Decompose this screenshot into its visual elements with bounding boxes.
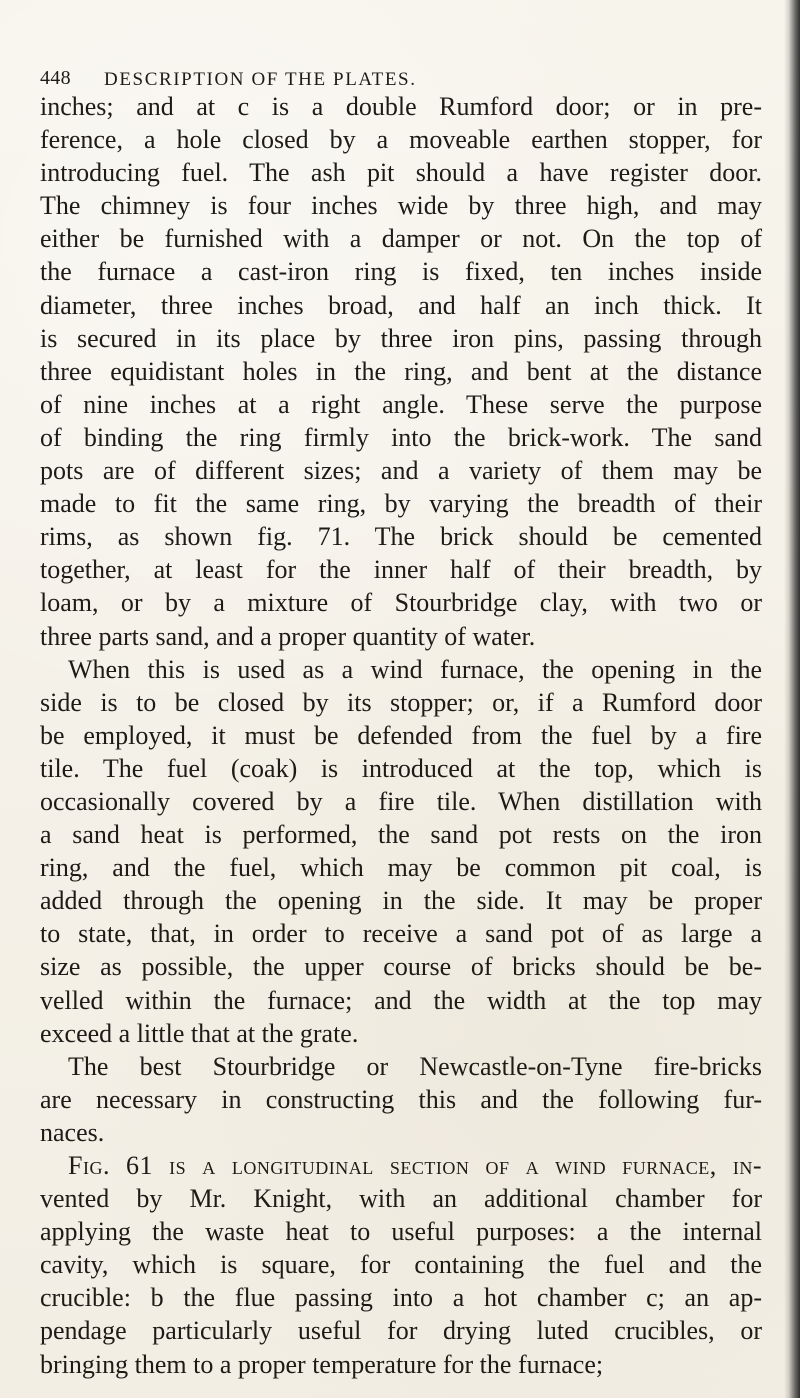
text-line: vented by Mr. Knight, with an additional chamber for — [40, 1184, 762, 1214]
text-line: cavity, which is square, for containing the fuel and the — [40, 1250, 762, 1280]
text-line: are necessary in constructing this and the following fur- — [40, 1084, 762, 1114]
text-line: tile. The fuel (coak) is introduced at the top, which is — [40, 753, 762, 783]
text-line: of nine inches at a right angle. These serve the purpose — [40, 389, 762, 419]
text-line: to state, that, in order to receive a sand pot of as large a — [40, 919, 762, 949]
text-line: the furnace a cast-iron ring is fixed, ten inches inside — [40, 257, 762, 287]
running-head: DESCRIPTION OF THE PLATES. — [104, 69, 417, 90]
text-line: of binding the ring firmly into the brick-work. The sand — [40, 422, 762, 452]
paragraph-start-line: Fig. 61 is a longitudinal section of a wind furnace, in- — [68, 1151, 762, 1180]
text-line: crucible: b the flue passing into a hot chamber c; an ap- — [40, 1283, 762, 1313]
text-line: size as possible, the upper course of bricks should be be- — [40, 952, 762, 982]
text-line: pendage particularly useful for drying luted crucibles, or — [40, 1316, 762, 1346]
text-line: diameter, three inches broad, and half an inch thick. It — [40, 290, 762, 320]
text-line: rims, as shown fig. 71. The brick should be cemented — [40, 522, 762, 552]
text-line: naces. — [40, 1117, 105, 1147]
text-line: be employed, it must be defended from the fuel by a fire — [40, 720, 762, 750]
text-line: introducing fuel. The ash pit should a have register door. — [40, 158, 762, 188]
text-line: pots are of different sizes; and a variety of them may be — [40, 456, 762, 486]
paragraph-start-line: The best Stourbridge or Newcastle-on-Tyne fire-bricks — [68, 1051, 762, 1081]
text-line: ference, a hole closed by a moveable earthen stopper, for — [40, 125, 762, 155]
text-line: loam, or by a mixture of Stourbridge clay, with two or — [40, 588, 762, 618]
text-line: side is to be closed by its stopper; or, if a Rumford door — [40, 687, 762, 717]
text-line: occasionally covered by a fire tile. When distillation with — [40, 786, 762, 816]
text-line: made to fit the same ring, by varying the breadth of their — [40, 489, 762, 519]
body-text — [40, 90, 762, 1381]
text-line: velled within the furnace; and the width at the top may — [40, 985, 762, 1015]
paragraph-start-line: When this is used as a wind furnace, the opening in the — [68, 654, 762, 684]
text-line: is secured in its place by three iron pins, passing through — [40, 323, 762, 353]
text-line: The chimney is four inches wide by three high, and may — [40, 191, 762, 221]
text-line: bringing them to a proper temperature for the furnace; — [40, 1349, 604, 1379]
page-number: 448 — [40, 67, 71, 89]
text-line: applying the waste heat to useful purposes: a the internal — [40, 1217, 762, 1247]
page-edge-shadow — [784, 0, 800, 1398]
text-line: three equidistant holes in the ring, and bent at the distance — [40, 356, 762, 386]
text-line: ring, and the fuel, which may be common pit coal, is — [40, 853, 762, 883]
text-line: together, at least for the inner half of their breadth, by — [40, 555, 762, 585]
text-line: a sand heat is performed, the sand pot rests on the iron — [40, 820, 762, 850]
text-line: exceed a little that at the grate. — [40, 1018, 359, 1048]
text-line: three parts sand, and a proper quantity of water. — [40, 621, 536, 651]
text-line: added through the opening in the side. It may be proper — [40, 886, 762, 916]
text-line: either be furnished with a damper or not. On the top of — [40, 224, 762, 254]
text-line: inches; and at c is a double Rumford door; or in pre- — [40, 92, 762, 121]
